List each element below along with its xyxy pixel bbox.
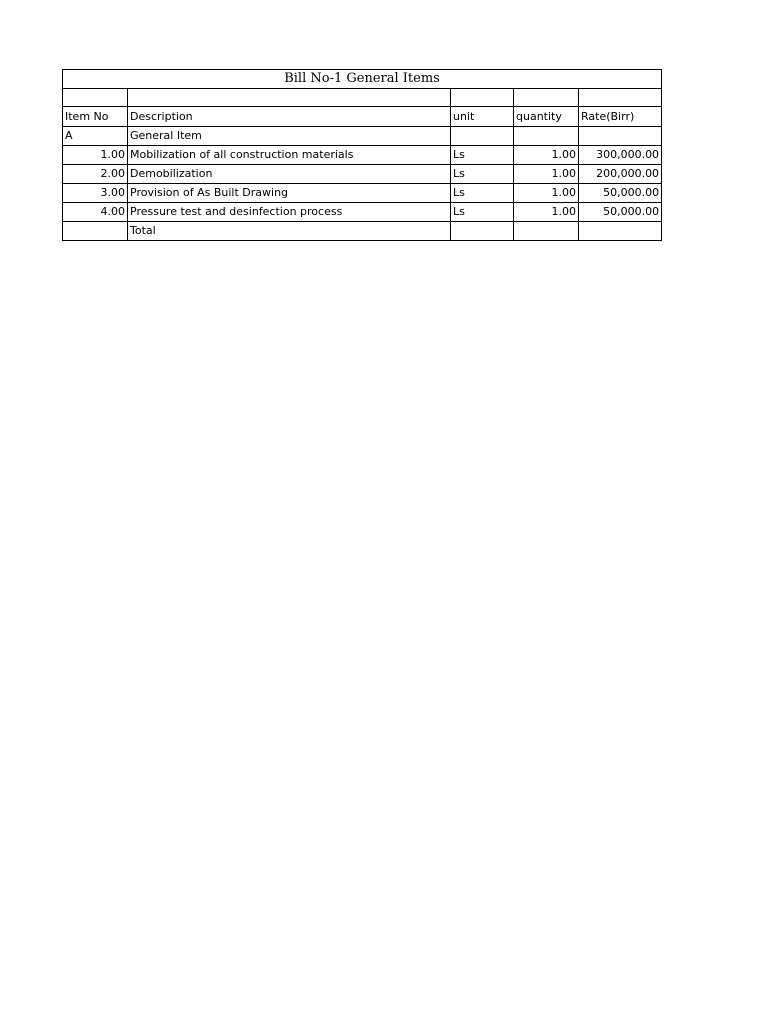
empty-cell — [579, 89, 662, 107]
description-cell: Mobilization of all construction materials — [128, 146, 451, 165]
empty-cell — [128, 89, 451, 107]
total-row — [63, 222, 662, 241]
empty-cell — [451, 127, 514, 146]
description-cell: Demobilization — [128, 165, 451, 184]
empty-cell — [63, 222, 128, 241]
header-unit: unit — [451, 107, 514, 127]
header-quantity: quantity — [514, 107, 579, 127]
empty-cell — [451, 89, 514, 107]
item-no-cell: 3.00 — [63, 184, 128, 203]
item-no-cell: 1.00 — [63, 146, 128, 165]
header-row — [63, 107, 662, 127]
table-row — [63, 165, 662, 184]
empty-cell — [514, 222, 579, 241]
empty-cell — [451, 222, 514, 241]
header-rate: Rate(Birr) — [579, 107, 662, 127]
empty-cell — [579, 127, 662, 146]
total-label: Total — [128, 222, 451, 241]
section-code: A — [63, 127, 128, 146]
unit-cell: Ls — [451, 165, 514, 184]
rate-cell: 200,000.00 — [579, 165, 662, 184]
unit-cell: Ls — [451, 184, 514, 203]
quantity-cell: 1.00 — [514, 165, 579, 184]
section-row — [63, 127, 662, 146]
empty-cell — [514, 89, 579, 107]
header-item-no: Item No — [63, 107, 128, 127]
table-row — [63, 203, 662, 222]
table-row — [63, 146, 662, 165]
rate-cell: 50,000.00 — [579, 184, 662, 203]
description-cell: Provision of As Built Drawing — [128, 184, 451, 203]
bill-title: Bill No-1 General Items — [63, 70, 662, 89]
quantity-cell: 1.00 — [514, 203, 579, 222]
table-row — [63, 184, 662, 203]
quantity-cell: 1.00 — [514, 146, 579, 165]
rate-cell: 50,000.00 — [579, 203, 662, 222]
unit-cell: Ls — [451, 146, 514, 165]
item-no-cell: 4.00 — [63, 203, 128, 222]
empty-row — [63, 89, 662, 107]
empty-cell — [514, 127, 579, 146]
header-description: Description — [128, 107, 451, 127]
quantity-cell: 1.00 — [514, 184, 579, 203]
description-cell: Pressure test and desinfection process — [128, 203, 451, 222]
unit-cell: Ls — [451, 203, 514, 222]
rate-cell: 300,000.00 — [579, 146, 662, 165]
empty-cell — [63, 89, 128, 107]
bill-of-quantities-table — [62, 69, 662, 241]
section-label: General Item — [128, 127, 451, 146]
title-row — [63, 70, 662, 89]
empty-cell — [579, 222, 662, 241]
item-no-cell: 2.00 — [63, 165, 128, 184]
